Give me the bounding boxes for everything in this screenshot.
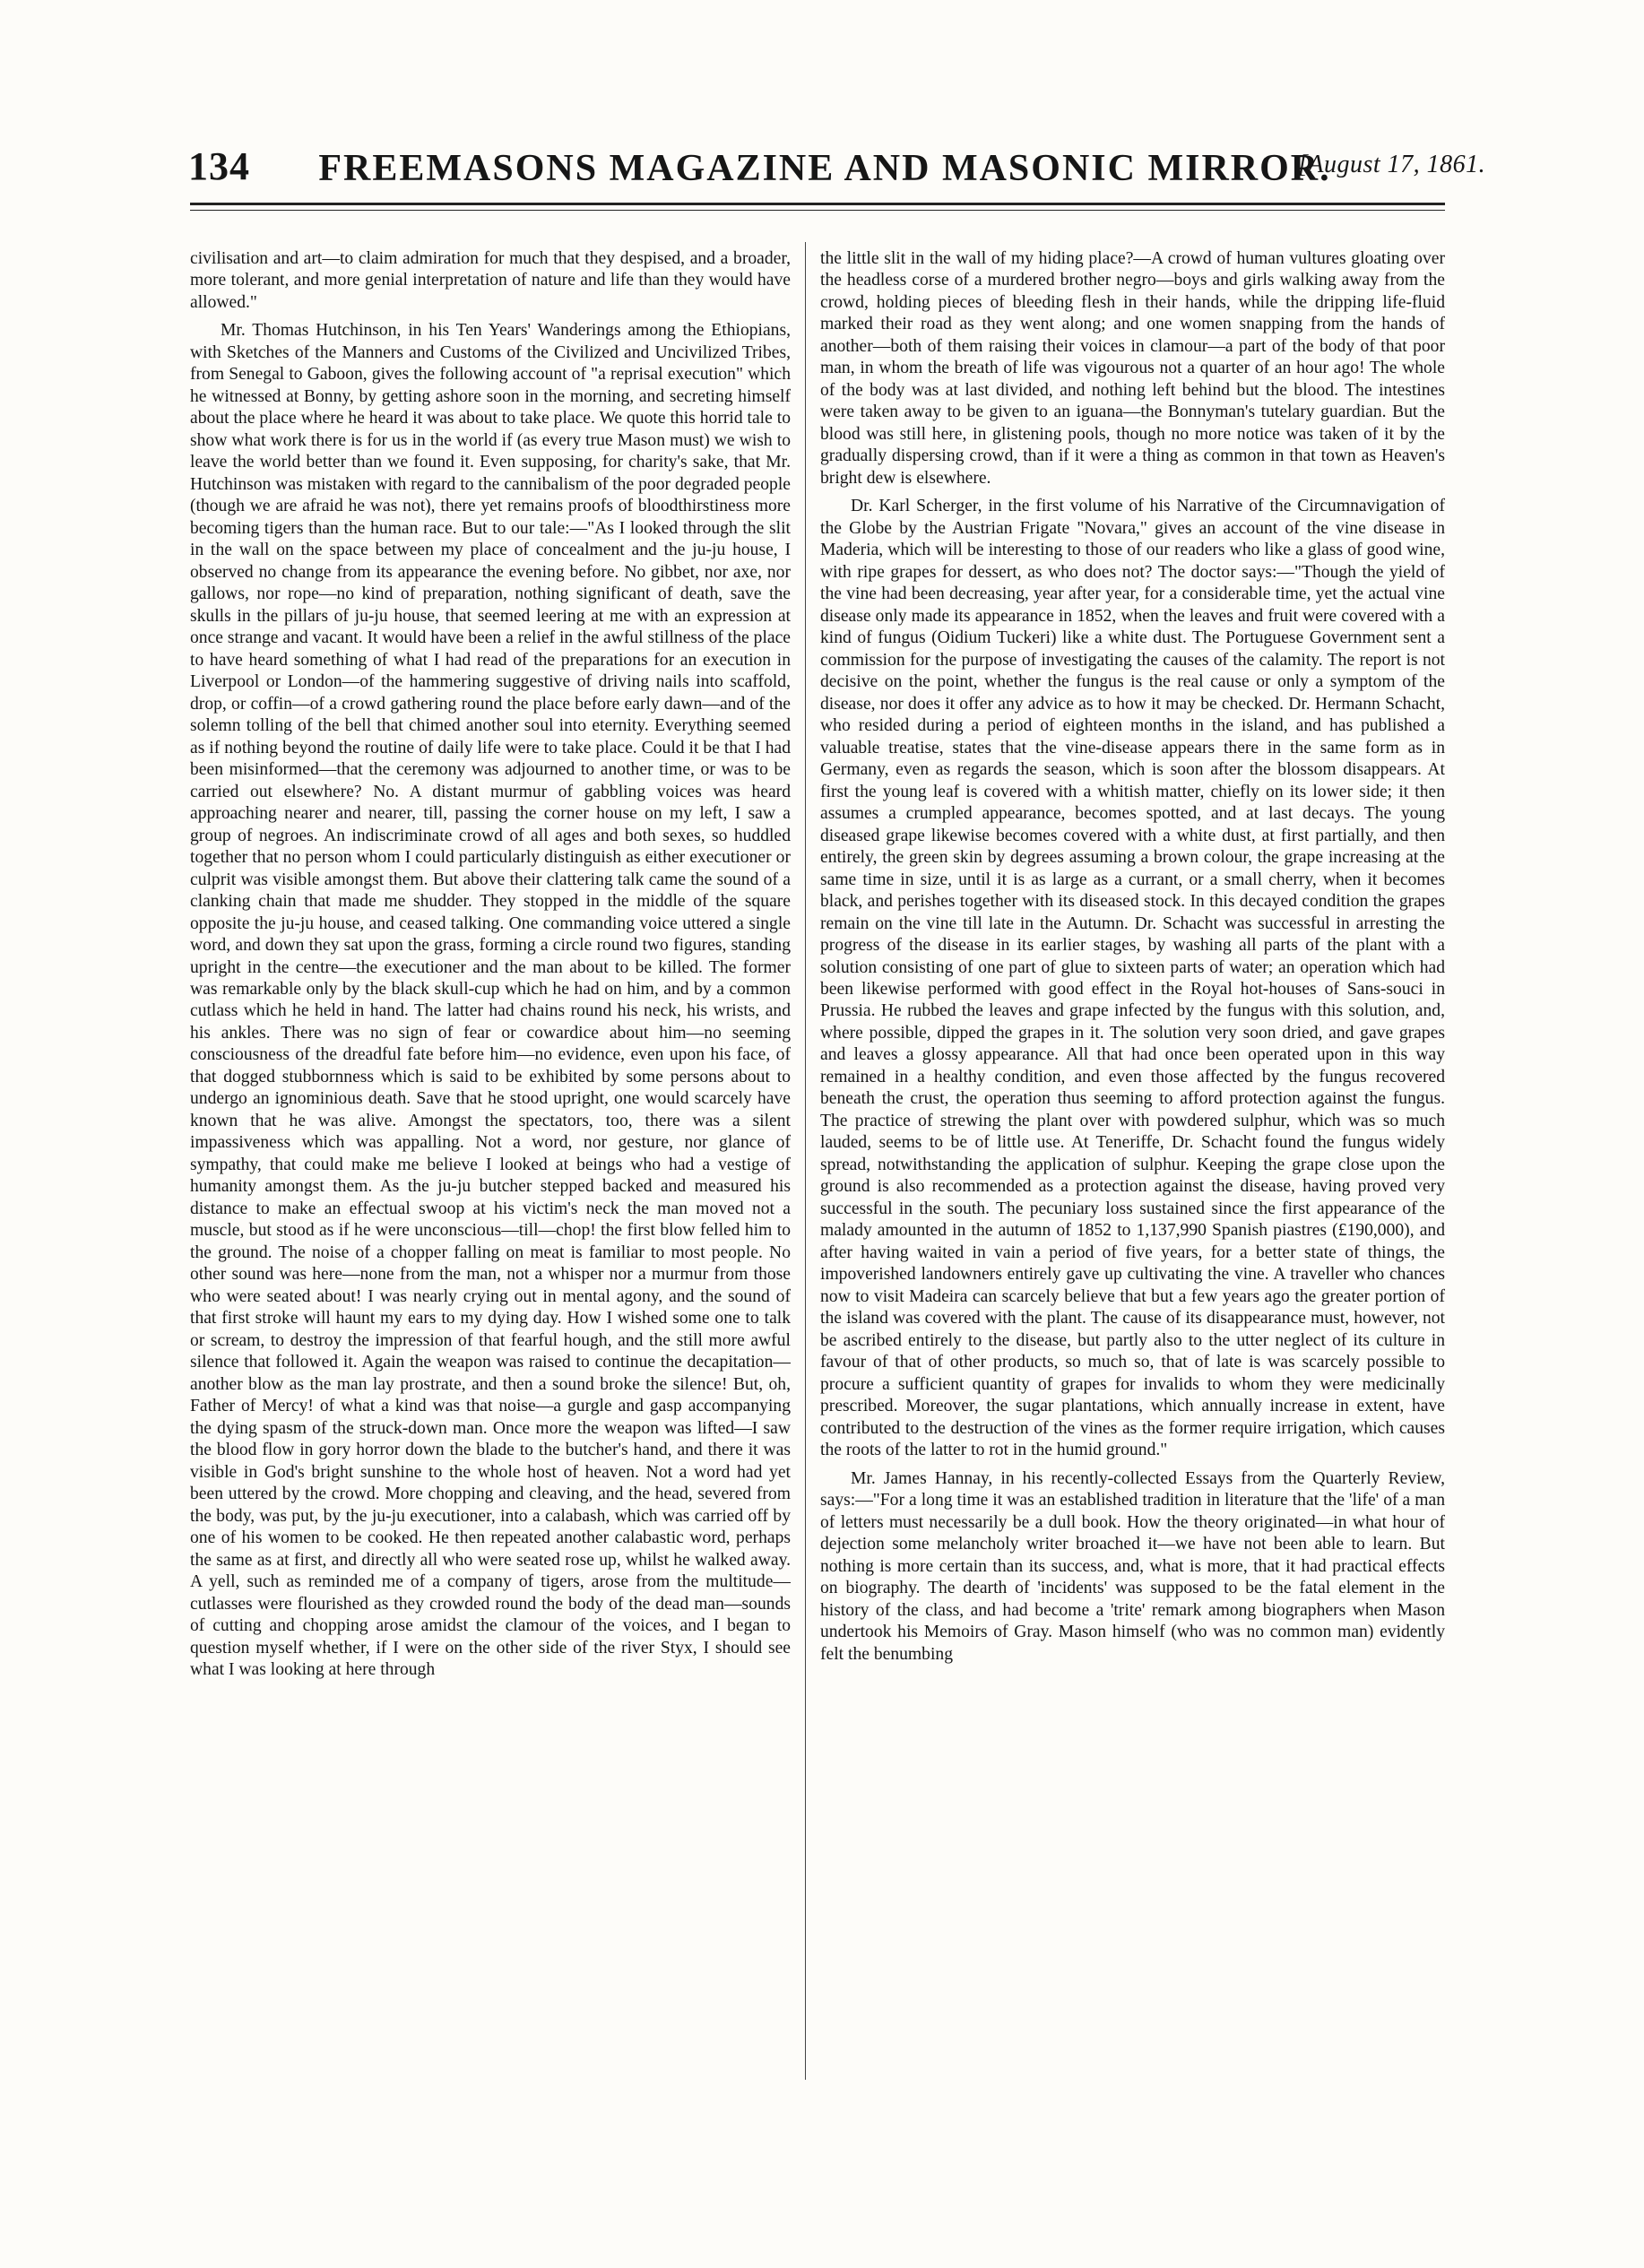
right-paragraph-hannay: Mr. James Hannay, in his recently-collected Essays from the Quarterly Review, says:—"For a long time it was an established tradition in literature that the 'life' of a man of letters must necessarily be a dull book. How the theory originated—in what hour of dejection some melancholy writer broached it—we have not been able to learn. But nothing is more certain than its success, and, what is more, that it had practical effects on biography. The dearth of 'incidents' was supposed to be the fatal element in the history of the class, and had become a 'trite' remark among biographers when Mason undertook his Memoirs of Gray. Mason himself (who was no common man) evidently felt the benumbing bbox=[820, 1468, 1445, 1664]
right-column bbox=[820, 248, 1445, 2082]
header-rule-thick bbox=[190, 203, 1445, 205]
page-number: 134 bbox=[188, 144, 250, 188]
masthead-title: FREEMASONS MAGAZINE AND MASONIC MIRROR. bbox=[318, 148, 1331, 189]
header-rule-thin bbox=[190, 210, 1445, 211]
issue-date: [August 17, 1861. bbox=[1298, 151, 1486, 178]
left-column bbox=[190, 248, 791, 2082]
column-divider bbox=[805, 242, 806, 2080]
right-paragraph-continuation: the little slit in the wall of my hiding place?—A crowd of human vultures gloating over the headless corse of a murdered brother negro—boys and girls walking away from the crowd, holding pieces of bleeding flesh in their hands, while the dripping life-fluid marked their road as they went along; and one women snapping from the hands of another—both of them raising their voices in clamour—a part of the body of that poor man, in whom the breath of life was vigourous not a quarter of an hour ago! The whole of the body was at last divided, and nothing left behind but the blood. The intestines were taken away to be given to an iguana—the Bonnyman's tutelary guardian. But the blood was still here, in glistening pools, though no more notice was taken of it by the gradually dispersing crowd, than if it were a thing as common in that town as Heaven's bright dew is elsewhere. bbox=[820, 249, 1445, 488]
right-paragraph-scherger: Dr. Karl Scherger, in the first volume of his Narrative of the Circumnavigation of the Globe by the Austrian Frigate "Novara," gives an account of the vine disease in Maderia, which will be interesting to those of our readers who like a glass of good wine, with ripe grapes for dessert, as who does not? The doctor says:—"Though the yield of the vine had been decreasing, year after year, for a considerable time, yet the actual vine disease only made its appearance in 1852, when the leaves and fruit were covered with a kind of fungus (Oidium Tuckeri) like a white dust. The Portuguese Government sent a commission for the purpose of investigating the causes of the calamity. The report is not decisive on the point, whether the fungus is the real cause or only a symptom of the disease, nor does it offer any advice as to how it may be checked. Dr. Hermann Schacht, who resided during a period of eighteen months in the island, and has published a valuable treatise, states that the vine-disease appears there in the same form as in Germany, even as regards the season, which is soon after the blossom disappears. At first the young leaf is covered with a whitish matter, chiefly on its lower side; it then assumes a crumpled appearance, becomes spotted, and at last decays. The young diseased grape likewise becomes covered with a white dust, at first partially, and then entirely, the green skin by degrees assuming a brown colour, the grape increasing at the same time in size, until it is as large as a currant, or a small cherry, when it becomes black, and perishes together with its diseased stock. In this decayed condition the grapes remain on the vine till late in the Autumn. Dr. Schacht was successful in arresting the progress of the disease in its earlier stages, by washing all parts of the plant with a solution consisting of one part of glue to sixteen parts of water; an operation which had been likewise performed with good effect in the Royal hot-houses of Sans-souci in Prussia. He rubbed the leaves and grape infected by the fungus with this solution, and, where possible, dipped the grapes in it. The solution very soon dried, and gave grapes and leaves a glossy appearance. All that had once been operated upon in this way remained in a healthy condition, and even those affected by the fungus recovered beneath the crust, the operation thus seeming to afford protection against the fungus. The practice of strewing the plant over with powdered sulphur, which was so much lauded, seems to be of little use. At Teneriffe, Dr. Schacht found the fungus widely spread, notwithstanding the application of sulphur. Keeping the grape close upon the ground is also recommended as a protection against the disease, having proved very successful in the south. The pecuniary loss sustained since the first appearance of the malady amounted in the autumn of 1852 to 1,137,990 Spanish piastres (£190,000), and after having waited in vain a period of five years, for a better state of things, the impoverished landowners entirely gave up cultivating the vine. A traveller who chances now to visit Madeira can scarcely believe that but a few years ago the greater portion of the island was covered with the plant. The cause of its disappearance must, however, not be ascribed entirely to the disease, but partly also to the utter neglect of its culture in favour of that of other products, so much so, that of late is was scarcely possible to procure a sufficient quantity of grapes for invalids to whom they were medicinally prescribed. Moreover, the sugar plantations, which annually increase in extent, have contributed to the destruction of the vines as the former require irrigation, which causes the roots of the latter to rot in the humid ground." bbox=[820, 497, 1445, 1460]
left-paragraph-continuation: civilisation and art—to claim admiration for much that they despised, and a broader, more tolerant, and more genial interpretation of nature and life than they would have allowed." bbox=[190, 249, 791, 312]
left-paragraph-hutchinson: Mr. Thomas Hutchinson, in his Ten Years' Wanderings among the Ethiopians, with Sketches of the Manners and Customs of the Civilized and Uncivilized Tribes, from Senegal to Gaboon, gives the following account of "a reprisal execution" which he witnessed at Bonny, by getting ashore soon in the morning, and secreting himself about the place where he heard it was about to take place. We quote this horrid tale to show what work there is for us in the world if (as every true Mason must) we wish to leave the world better than we found it. Even supposing, for charity's sake, that Mr. Hutchinson was mistaken with regard to the cannibalism of the poor degraded people (though we are afraid he was not), there yet remains proofs of bloodthirstiness more becoming tigers than the human race. But to our tale:—"As I looked through the slit in the wall on the space between my place of concealment and the ju-ju house, I observed no change from its appearance the evening before. No gibbet, nor axe, nor gallows, nor rope—no kind of preparation, nothing significant of death, save the skulls in the pillars of ju-ju house, that seemed leering at me with an expression at once strange and vacant. It would have been a relief in the awful stillness of the place to have heard something of what I had read of the preparations for an execution in Liverpool or London—of the hammering suggestive of driving nails into scaffold, drop, or coffin—of a crowd gathering round the place before early dawn—and of the solemn tolling of the bell that chimed another soul into eternity. Everything seemed as if nothing beyond the routine of daily life were to take place. Could it be that I had been misinformed—that the ceremony was adjourned to another time, or was to be carried out elsewhere? No. A distant murmur of gabbling voices was heard approaching nearer and nearer, till, passing the corner house on my left, I saw a group of negroes. An indiscriminate crowd of all ages and both sexes, so huddled together that no person whom I could particularly distinguish as either executioner or culprit was visible amongst them. But above their clattering talk came the sound of a clanking chain that made me shudder. They stopped in the middle of the square opposite the ju-ju house, and ceased talking. One commanding voice uttered a single word, and down they sat upon the grass, forming a circle round two figures, standing upright in the centre—the executioner and the man about to be killed. The former was remarkable only by the black skull-cup which he had on him, and by a common cutlass which he held in hand. The latter had chains round his neck, his wrists, and his ankles. There was no sign of fear or cowardice about him—no seeming consciousness of the dreadful fate before him—no evidence, even upon his face, of that dogged stubbornness which is said to be exhibited by some persons about to undergo an ignominious death. Save that he stood upright, one would scarcely have known that he was alive. Amongst the spectators, too, there was a silent impassiveness which was appalling. Not a word, nor gesture, nor glance of sympathy, that could make me believe I looked at beings who had a vestige of humanity amongst them. As the ju-ju butcher stepped backed and measured his distance to make an effectual swoop at his victim's neck the man moved not a muscle, but stood as if he were unconscious—till—chop! the first blow felled him to the ground. The noise of a chopper falling on meat is familiar to most people. No other sound was here—none from the man, not a whisper nor a murmur from those who were seated about! I was nearly crying out in mental agony, and the sound of that first stroke will haunt my ears to my dying day. How I wished some one to talk or scream, to destroy the impression of that fearful hough, and the still more awful silence that followed it. Again the weapon was raised to continue the decapitation—another blow as the man lay prostrate, and then a sound broke the silence! But, oh, Father of Mercy! of what a kind was that noise—a gurgle and gasp accompanying the dying spasm of the struck-down man. Once more the weapon was lifted—I saw the blood flow in gory horror down the blade to the butcher's hand, and there it was visible in God's bright sunshine to the whole host of heaven. Not a word had yet been uttered by the crowd. More chopping and cleaving, and the head, severed from the body, was put, by the ju-ju executioner, into a calabash, which was carried off by one of his women to be cooked. He then repeated another calabastic word, perhaps the same as at first, and directly all who were seated rose up, whilst he walked away. A yell, such as reminded me of a company of tigers, arose from the multitude—cutlasses were flourished as they crowded round the body of the dead man—sounds of cutting and chopping arose amidst the clamour of the voices, and I began to question myself whether, if I were on the other side of the river Styx, I should see what I was looking at here through bbox=[190, 321, 791, 1679]
